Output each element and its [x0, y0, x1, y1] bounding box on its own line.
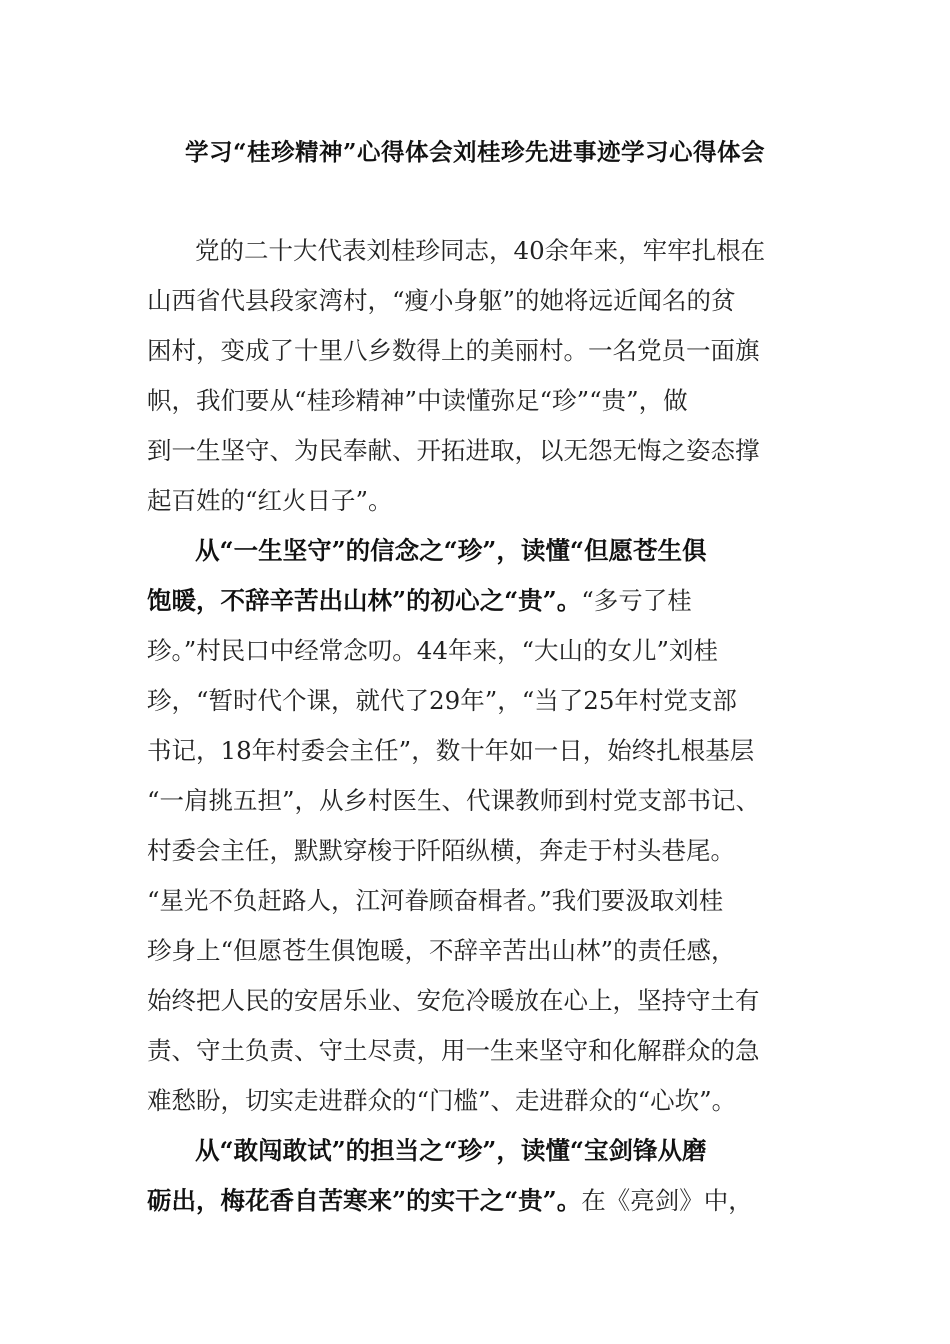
line-text: 书记，18年村委会主任”，数十年如一日，始终扎根基层: [147, 736, 755, 765]
document-body: [147, 226, 807, 1226]
line-bold-text: 砺出，梅花香自苦寒来”的实干之“贵”。: [147, 1186, 582, 1215]
line-text: 山西省代县段家湾村，“瘦小身躯”的她将远近闻名的贫: [147, 286, 736, 315]
line-text: 责、守土负责、守土尽责，用一生来坚守和化解群众的急: [147, 1036, 760, 1065]
paragraph-1-line-5: [147, 426, 807, 476]
paragraph-2-line-10: [147, 976, 807, 1026]
line-text: 始终把人民的安居乐业、安危冷暖放在心上，坚持守土有: [147, 986, 760, 1015]
line-text: 珍。”村民口中经常念叨。44年来，“大山的女儿”刘桂: [147, 636, 718, 665]
paragraph-1-line-4: [147, 376, 807, 426]
paragraph-2-line-2: [147, 576, 807, 626]
line-bold-text: 从“敢闯敢试”的担当之“珍”，读懂“宝剑锋从磨: [195, 1136, 707, 1165]
line-text: “星光不负赶路人，江河眷顾奋楫者。”我们要汲取刘桂: [147, 886, 724, 915]
paragraph-3-line-2: [147, 1176, 807, 1226]
line-text: 到一生坚守、为民奉献、开拓进取，以无怨无悔之姿态撑: [147, 436, 760, 465]
paragraph-2-line-12: [147, 1076, 807, 1126]
line-text: 珍，“暂时代个课，就代了29年”，“当了25年村党支部: [147, 686, 737, 715]
paragraph-2-line-8: [147, 876, 807, 926]
paragraph-2-line-3: [147, 626, 807, 676]
paragraph-1-line-1: [147, 226, 807, 276]
line-text: 困村，变成了十里八乡数得上的美丽村。一名党员一面旗: [147, 336, 760, 365]
line-text: 在《亮剑》中，: [581, 1186, 753, 1215]
line-text: 难愁盼，切实走进群众的“门槛”、走进群众的“心坎”。: [147, 1086, 737, 1115]
paragraph-1-line-3: [147, 326, 807, 376]
line-text: 起百姓的“红火日子”。: [147, 486, 393, 515]
paragraph-2-line-4: [147, 676, 807, 726]
paragraph-1-line-6: [147, 476, 807, 526]
line-text: 党的二十大代表刘桂珍同志，40余年来，牢牢扎根在: [195, 236, 766, 265]
line-text: “多亏了桂: [581, 586, 692, 615]
line-bold-text: 饱暖，不辞辛苦出山林”的初心之“贵”。: [147, 586, 582, 615]
paragraph-1-line-2: [147, 276, 807, 326]
document-title: 学习“桂珍精神”心得体会刘桂珍先进事迹学习心得体会: [184, 138, 766, 166]
paragraph-2-line-9: [147, 926, 807, 976]
paragraph-2-line-7: [147, 826, 807, 876]
line-text: “一肩挑五担”，从乡村医生、代课教师到村党支部书记、: [147, 786, 761, 815]
line-bold-text: 从“一生坚守”的信念之“珍”，读懂“但愿苍生俱: [195, 536, 707, 565]
paragraph-2-line-5: [147, 726, 807, 776]
line-text: 帜，我们要从“桂珍精神”中读懂弥足“珍”“贵”，做: [147, 386, 688, 415]
paragraph-2-line-11: [147, 1026, 807, 1076]
paragraph-2-line-6: [147, 776, 807, 826]
line-text: 村委会主任，默默穿梭于阡陌纵横，奔走于村头巷尾。: [147, 836, 735, 865]
paragraph-3-line-1: [147, 1126, 807, 1176]
line-text: 珍身上“但愿苍生俱饱暖，不辞辛苦出山林”的责任感，: [147, 936, 736, 965]
paragraph-2-line-1: [147, 526, 807, 576]
